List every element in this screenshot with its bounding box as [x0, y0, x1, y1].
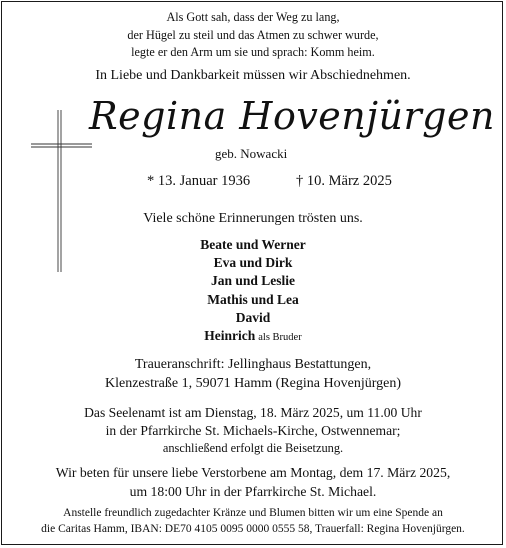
death-date: † 10. März 2025 — [296, 173, 392, 189]
family-list — [0, 236, 506, 347]
family-member: David — [235, 309, 271, 325]
prayer-line-1: Wir beten für unsere liebe Verstorbene am Montag, dem 17. März 2025, — [55, 465, 451, 480]
address-line-2: Klenzestraße 1, 59071 Hamm (Regina Hovenjürgen) — [105, 375, 401, 391]
address-line-1: Traueranschrift: Jellinghaus Bestattungen, — [134, 357, 372, 372]
donation-request — [0, 505, 506, 537]
mass-line-1: Das Seelenamt ist am Dienstag, 18. März 2025, um 11.00 Uhr — [84, 405, 422, 420]
requiem-mass — [0, 404, 506, 457]
family-member: Beate und Werner — [200, 237, 306, 252]
family-member: Eva und Dirk — [213, 255, 293, 271]
donation-line-1: Anstelle freundlich zugedachter Kränze und Blumen bitten wir um eine Spende an — [63, 507, 443, 519]
prayer-line-2: um 18:00 Uhr in der Pfarrkirche St. Michael. — [129, 483, 377, 499]
intro-text: In Liebe und Dankbarkeit müssen wir Abschiednehmen. — [95, 68, 411, 83]
family-member: Mathis und Lea — [207, 291, 299, 307]
mass-line-2: in der Pfarrkirche St. Michaels-Kirche, Ostwennemar; — [105, 422, 401, 438]
poem-line-2: der Hügel zu steil und das Atmen zu schwer wurde, — [127, 27, 379, 42]
poem-line-3: legte er den Arm um sie und sprach: Komm heim. — [131, 45, 375, 59]
birth-date: * 13. Januar 1936 — [147, 173, 251, 189]
deceased-name: Regina Hovenjürgen — [89, 94, 495, 138]
relation-note: als Bruder — [258, 332, 302, 344]
poem-line-1: Als Gott sah, dass der Weg zu lang, — [166, 10, 340, 24]
memories-text: Viele schöne Erinnerungen trösten uns. — [143, 211, 363, 226]
prayer-service — [0, 464, 506, 501]
family-member: Jan und Leslie — [210, 273, 296, 289]
family-member: Heinrich als Bruder — [204, 328, 302, 344]
mass-line-3: anschließend erfolgt die Beisetzung. — [162, 440, 344, 455]
donation-line-2: die Caritas Hamm, IBAN: DE70 4105 0095 0000 0555 58, Trauerfall: Regina Hovenjürgen. — [41, 523, 465, 535]
birth-name: geb. Nowacki — [215, 146, 288, 161]
mourning-address — [0, 356, 506, 393]
